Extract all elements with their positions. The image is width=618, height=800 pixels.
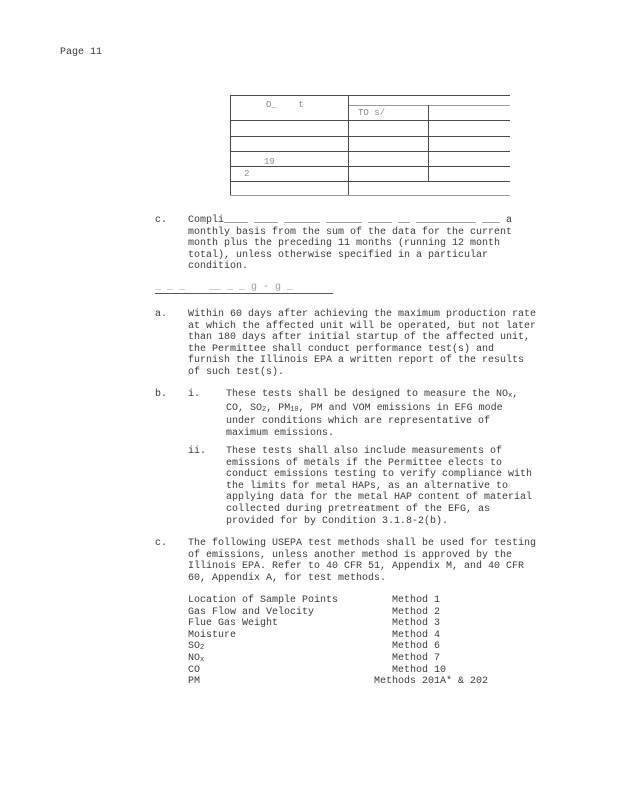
testing-b-label: b. [155,389,168,400]
list-item: Gas Flow and Velocity Method 2 [188,606,441,618]
list-item: Flue Gas Weight Method 3 [188,618,441,630]
condition-c-label: c. [155,215,168,226]
table-row-mark: 19 [264,157,275,167]
testing-c-label: c. [155,538,168,549]
testing-b-ii-text: These tests shall also include measurements of emissions of metals if the Permittee elects to conduct emissions testing to verify compliance with the limits for metal HAPs, as an alternative to applying data for the metal HAP content of material collected during pretreatment of the EFG, as provided for by Condition 3.1.8-2(b). [226,446,533,527]
section-heading: _ _ _ __ _ _ g - g _ [155,282,294,293]
table-row-mark: 2 [244,169,250,179]
test-methods-list [188,595,488,688]
page-number: Page 11 [60,47,103,58]
testing-a-text: Within 60 days after achieving the maximum production rate at which the affected unit will be operated, but not later than 180 days after initial startup of the affected unit, the Permittee shall conduct performance test(s) and furnish the Illinois EPA a written report of the results of such test(s). [188,309,537,378]
testing-c-text: The following USEPA test methods shall be used for testing of emissions, unless another method is approved by the Illinois EPA. Refer to 40 CFR 51, Appendix M, and 40 CFR 60, Appendix A, for test methods. [188,538,537,584]
list-item: PM Methods 201A* & 202 [188,676,488,688]
emissions-table [230,95,510,195]
list-item: Location of Sample Points Method 1 [188,595,441,606]
list-item: Moisture Method 4 [188,629,441,641]
testing-b-i-text: These tests shall be designed to measure the NOx, CO, SO2, PM10, PM and VOM emissions in EFG mode under conditions which are representative of maximum emissions. [226,389,519,439]
heading-underline [155,293,333,294]
testing-b-ii-label: ii. [188,446,207,457]
condition-c-text: Compli____ ____ ______ ______ ____ __ __________ ___ a monthly basis from the sum of the data for the current month plus the preceding 11 months (running 12 month total), unless otherwise specified in a particular condition. [188,215,513,273]
table-header-right: TO s/ [358,108,386,118]
list-item: SO2 Method 6 [188,641,441,653]
table-header-left: O_ t [266,100,304,110]
testing-a-label: a. [155,309,168,320]
testing-b-i-label: i. [188,389,201,400]
list-item: NOx Method 7 [188,652,441,664]
list-item: CO Method 10 [188,664,447,676]
